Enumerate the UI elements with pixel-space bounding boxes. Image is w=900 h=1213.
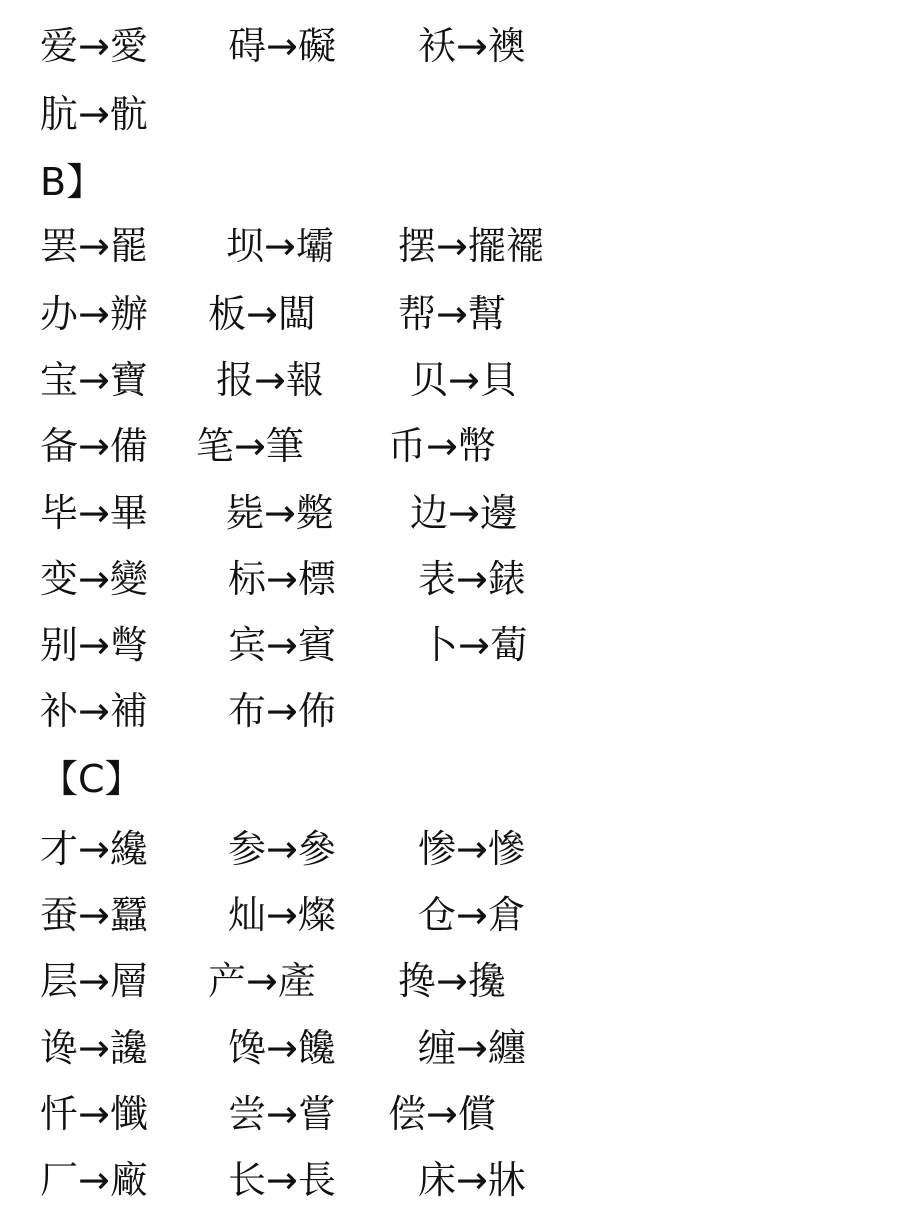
character-pair: 币→幣 (388, 424, 496, 468)
section-heading-line (0, 149, 900, 215)
character-pair: 报→報 (216, 358, 324, 402)
character-pair: 层→層 (40, 959, 148, 1003)
character-pair: 偿→償 (388, 1092, 496, 1136)
text-line (0, 480, 900, 546)
text-line (0, 281, 900, 347)
character-pair: 变→變 (40, 557, 148, 601)
character-pair: 帮→幫 (398, 292, 506, 336)
character-pair: 布→佈 (228, 689, 336, 733)
character-pair: 产→產 (208, 959, 316, 1003)
character-pair: 谗→讒 (40, 1026, 148, 1070)
character-pair: 笔→筆 (196, 424, 304, 468)
character-pair: 长→長 (228, 1158, 336, 1202)
character-pair: 肮→骯 (40, 92, 148, 136)
character-pair: 标→標 (228, 557, 336, 601)
character-pair: 补→補 (40, 689, 148, 733)
character-pair: 卜→蔔 (420, 623, 528, 667)
character-pair: 缠→纏 (418, 1026, 526, 1070)
character-pair: 蚕→蠶 (40, 893, 148, 937)
text-line (0, 213, 900, 279)
text-line (0, 1015, 900, 1081)
character-pair: 尝→嘗 (228, 1092, 336, 1136)
character-pair: 罢→罷 (40, 224, 148, 268)
text-line (0, 546, 900, 612)
character-pair: 坝→壩 (226, 224, 334, 268)
text-line (0, 882, 900, 948)
text-line (0, 1081, 900, 1147)
character-pair: 床→牀 (418, 1158, 526, 1202)
text-line (0, 413, 900, 479)
character-pair: 爱→愛 (40, 24, 148, 68)
character-pair: 贝→貝 (410, 358, 518, 402)
character-pair: 办→辦 (40, 292, 148, 336)
text-line (0, 678, 900, 744)
character-pair: 厂→廠 (40, 1158, 148, 1202)
character-pair: 毕→畢 (40, 491, 148, 535)
text-line (0, 948, 900, 1014)
character-pair: 搀→攙 (398, 959, 506, 1003)
character-pair: 碍→礙 (228, 24, 336, 68)
section-heading: 【C】 (40, 757, 143, 801)
character-pair: 袄→襖 (418, 24, 526, 68)
text-line (0, 13, 900, 79)
character-pair: 备→備 (40, 424, 148, 468)
character-pair: 摆→擺襬 (398, 224, 544, 268)
character-pair: 别→彆 (40, 623, 148, 667)
text-line (0, 81, 900, 147)
character-pair: 板→闆 (208, 292, 316, 336)
text-line (0, 612, 900, 678)
character-pair: 参→參 (228, 827, 336, 871)
character-pair: 毙→斃 (226, 491, 334, 535)
text-line (0, 1147, 900, 1213)
section-heading-line (0, 746, 900, 812)
character-pair: 馋→饞 (228, 1026, 336, 1070)
character-pair: 宾→賓 (228, 623, 336, 667)
character-pair: 忏→懺 (40, 1092, 148, 1136)
section-heading: B】 (40, 160, 105, 204)
character-pair: 才→纔 (40, 827, 148, 871)
character-pair: 惨→慘 (418, 827, 526, 871)
character-pair: 边→邊 (410, 491, 518, 535)
character-pair: 灿→燦 (228, 893, 336, 937)
text-line (0, 816, 900, 882)
character-pair: 仓→倉 (418, 893, 526, 937)
character-pair: 表→錶 (418, 557, 526, 601)
character-pair: 宝→寶 (40, 358, 148, 402)
text-line (0, 347, 900, 413)
